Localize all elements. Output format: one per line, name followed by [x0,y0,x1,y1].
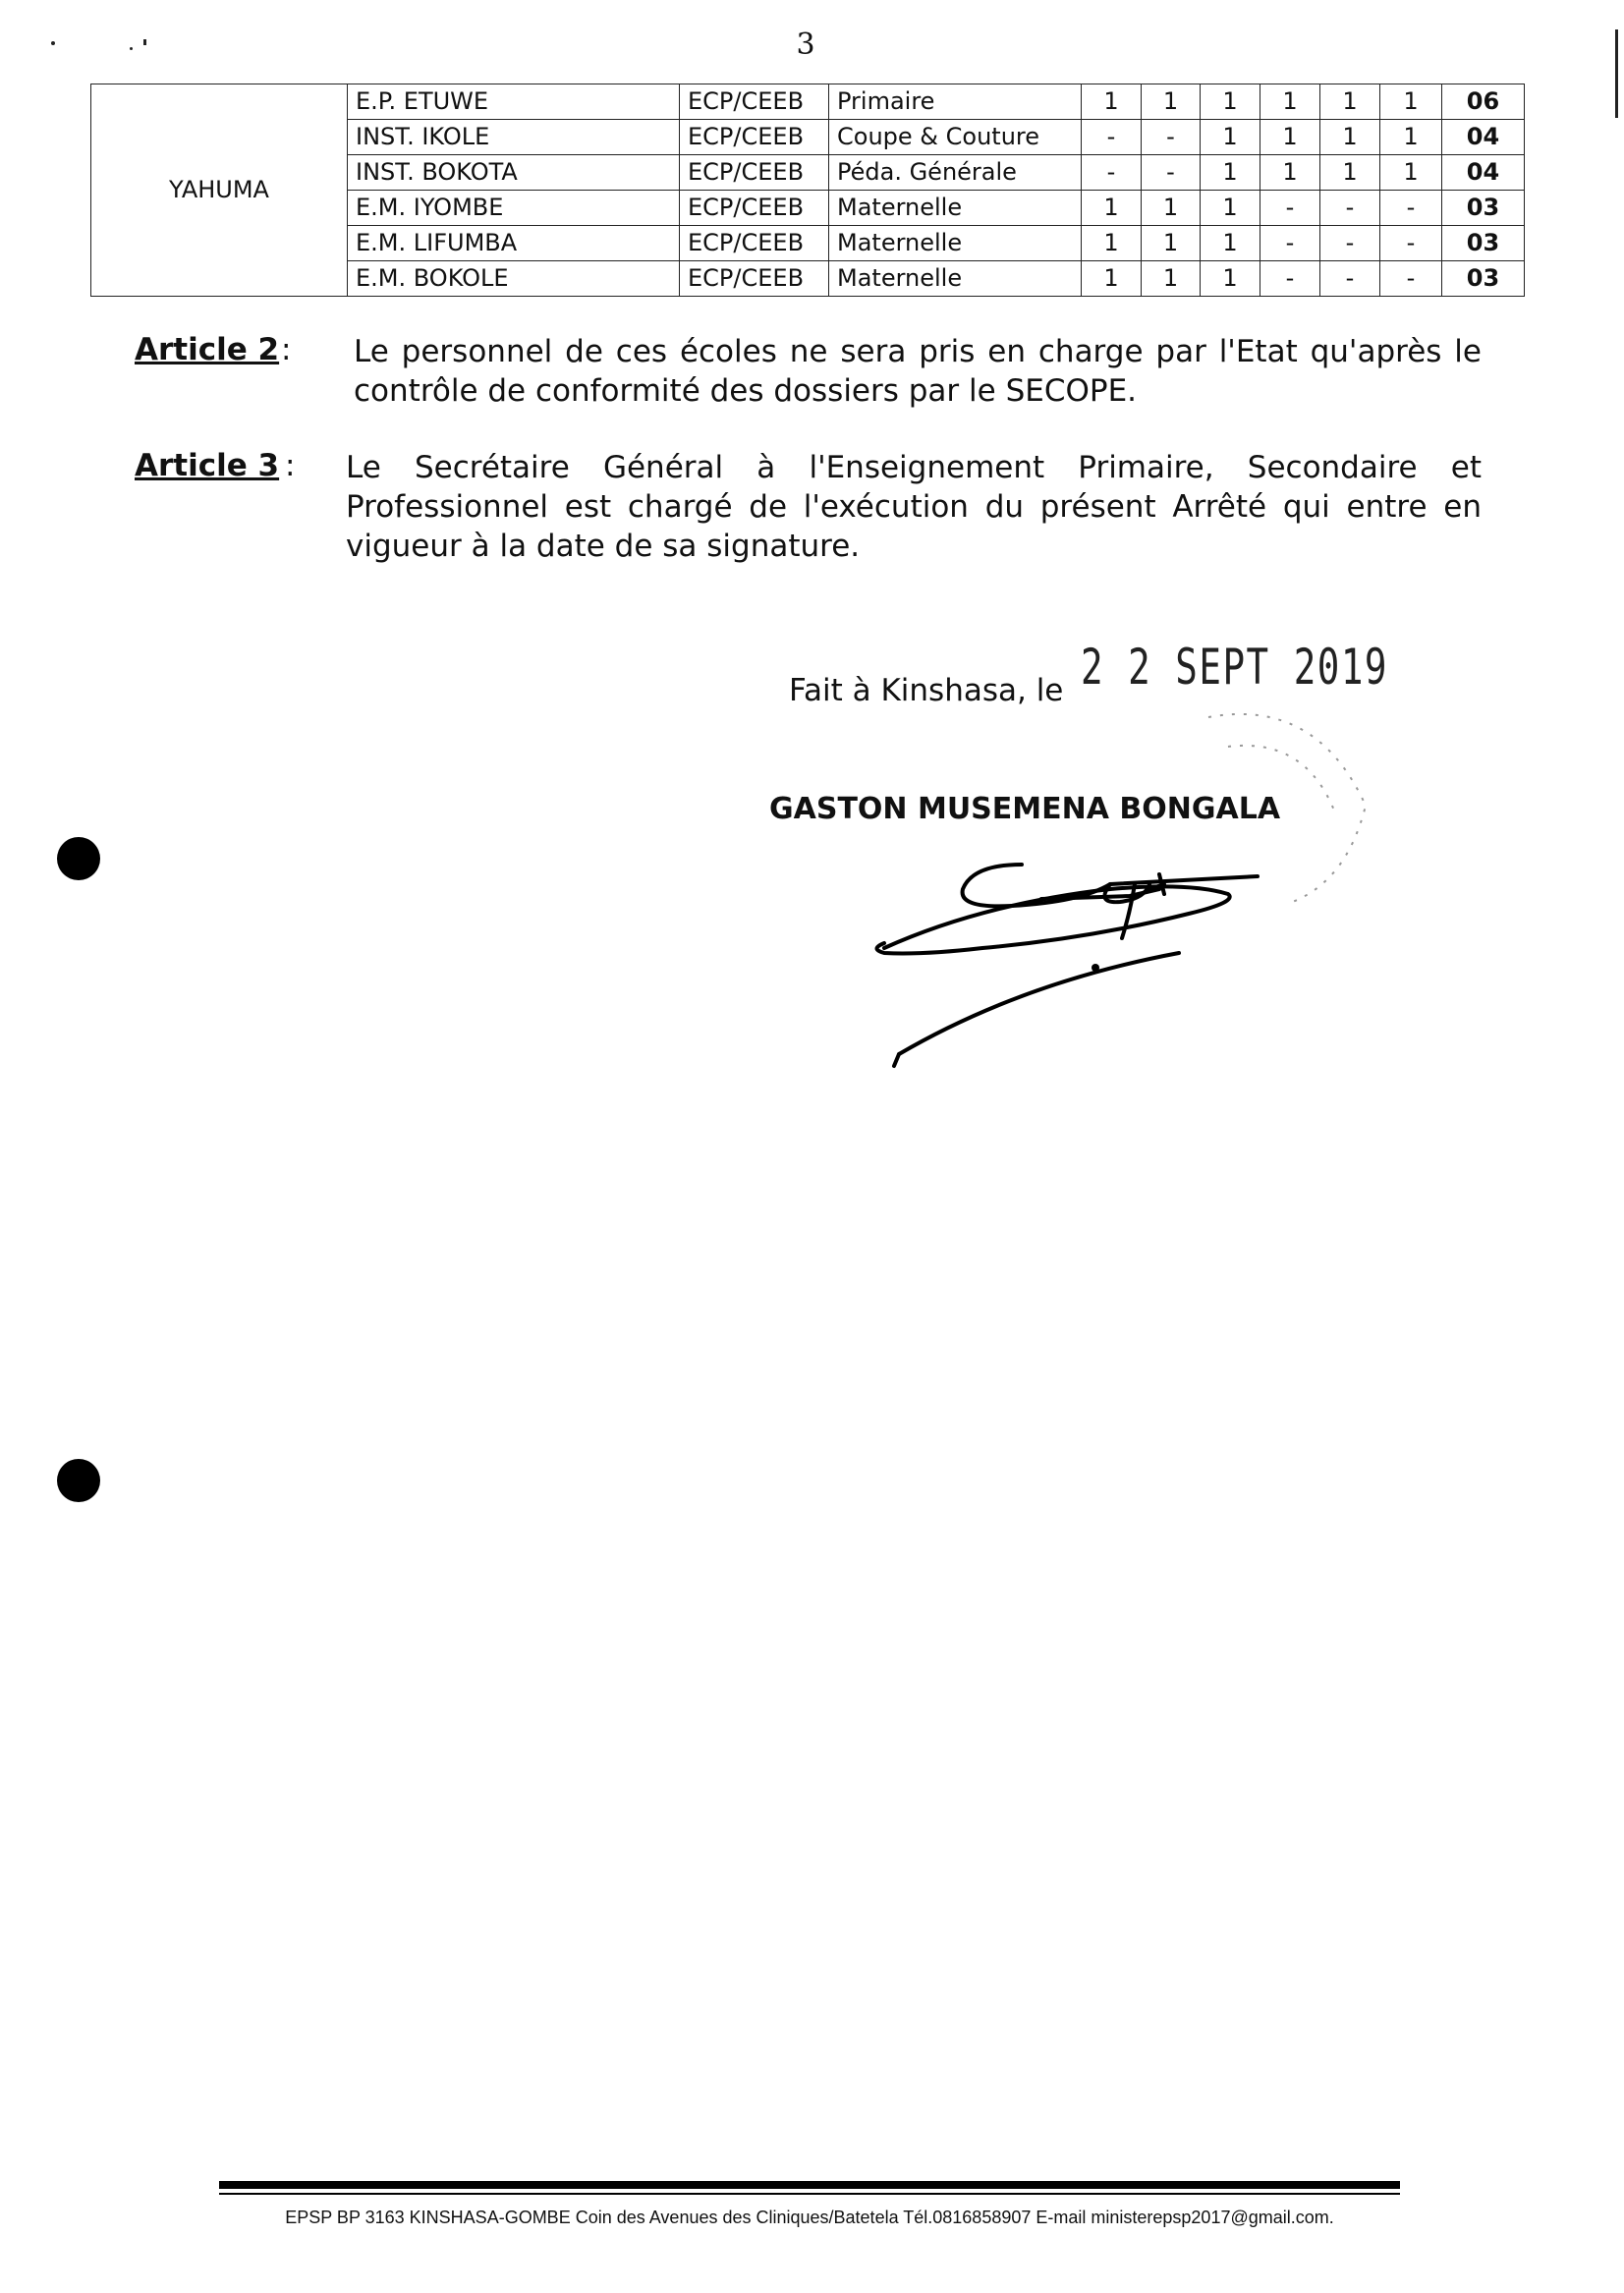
option-cell: Maternelle [829,261,1082,297]
class-count-cell: 1 [1201,84,1260,120]
school-name-cell: INST. IKOLE [348,120,680,155]
class-count-cell: - [1142,120,1201,155]
network-cell: ECP/CEEB [680,261,829,297]
article-2-label: Article 2 [135,332,280,367]
class-count-cell: - [1380,226,1442,261]
scan-speck [143,39,146,45]
class-count-cell: 1 [1082,226,1142,261]
total-cell: 06 [1442,84,1525,120]
class-count-cell: 1 [1260,155,1320,191]
class-count-cell: 1 [1380,120,1442,155]
class-count-cell: 1 [1260,120,1320,155]
class-count-cell: 1 [1201,261,1260,297]
network-cell: ECP/CEEB [680,84,829,120]
network-cell: ECP/CEEB [680,155,829,191]
option-cell: Péda. Générale [829,155,1082,191]
total-cell: 03 [1442,191,1525,226]
article-3-text: Le Secrétaire Général à l'Enseignement Primaire, Secondaire et Professionnel est chargé de l'exécution du présent Arrêté qui entre en vigueur à la date de sa signature. [346,450,1482,564]
article-3-colon: : [285,448,296,483]
class-count-cell: 1 [1201,155,1260,191]
total-cell: 04 [1442,155,1525,191]
class-count-cell: - [1380,191,1442,226]
class-count-cell: 1 [1201,120,1260,155]
footer-address: EPSP BP 3163 KINSHASA-GOMBE Coin des Avenues des Cliniques/Batetela Tél.0816858907 E-mail ministerepsp2017@gmail.com. [285,2208,1334,2227]
footer-rule-thin [219,2193,1400,2195]
date-stamp: 2 2 SEPT 2019 [1081,639,1389,696]
option-cell: Maternelle [829,191,1082,226]
class-count-cell: - [1320,191,1380,226]
class-count-cell: 1 [1380,84,1442,120]
class-count-cell: 1 [1082,191,1142,226]
class-count-cell: 1 [1380,155,1442,191]
region-cell: YAHUMA [91,84,348,297]
footer-rule [219,2181,1400,2189]
article-3-label: Article 3 [135,448,280,483]
class-count-cell: - [1260,191,1320,226]
scan-speck [130,47,133,50]
class-count-cell: - [1260,261,1320,297]
scan-edge-mark [1615,29,1618,118]
place-date-line: Fait à Kinshasa, le [789,673,1064,708]
total-cell: 03 [1442,261,1525,297]
class-count-cell: - [1320,261,1380,297]
class-count-cell: 1 [1201,191,1260,226]
school-name-cell: E.M. LIFUMBA [348,226,680,261]
class-count-cell: 1 [1082,84,1142,120]
total-cell: 03 [1442,226,1525,261]
network-cell: ECP/CEEB [680,226,829,261]
table-row [91,84,1525,120]
option-cell: Maternelle [829,226,1082,261]
schools-table-body [91,84,1525,297]
class-count-cell: - [1082,120,1142,155]
school-name-cell: E.P. ETUWE [348,84,680,120]
signature-dot [1092,964,1099,972]
class-count-cell: - [1380,261,1442,297]
class-count-cell: 1 [1260,84,1320,120]
school-name-cell: E.M. BOKOLE [348,261,680,297]
class-count-cell: - [1082,155,1142,191]
class-count-cell: 1 [1142,84,1201,120]
class-count-cell: 1 [1142,191,1201,226]
page-number: 3 [796,28,815,62]
school-name-cell: INST. BOKOTA [348,155,680,191]
school-name-cell: E.M. IYOMBE [348,191,680,226]
class-count-cell: - [1320,226,1380,261]
handwritten-signature [865,845,1277,1081]
class-count-cell: 1 [1320,84,1380,120]
total-cell: 04 [1442,120,1525,155]
punch-hole [57,837,100,880]
option-cell: Coupe & Couture [829,120,1082,155]
class-count-cell: - [1260,226,1320,261]
class-count-cell: 1 [1142,261,1201,297]
class-count-cell: - [1142,155,1201,191]
class-count-cell: 1 [1082,261,1142,297]
class-count-cell: 1 [1142,226,1201,261]
schools-table [90,84,1525,297]
option-cell: Primaire [829,84,1082,120]
article-2-colon: : [281,332,292,367]
class-count-cell: 1 [1320,155,1380,191]
article-2-text: Le personnel de ces écoles ne sera pris en charge par l'Etat qu'après le contrôle de conformité des dossiers par le SECOPE. [354,334,1482,409]
class-count-cell: 1 [1201,226,1260,261]
punch-hole [57,1459,100,1502]
scan-speck [51,41,55,45]
class-count-cell: 1 [1320,120,1380,155]
signatory-name: GASTON MUSEMENA BONGALA [769,792,1281,826]
network-cell: ECP/CEEB [680,191,829,226]
network-cell: ECP/CEEB [680,120,829,155]
